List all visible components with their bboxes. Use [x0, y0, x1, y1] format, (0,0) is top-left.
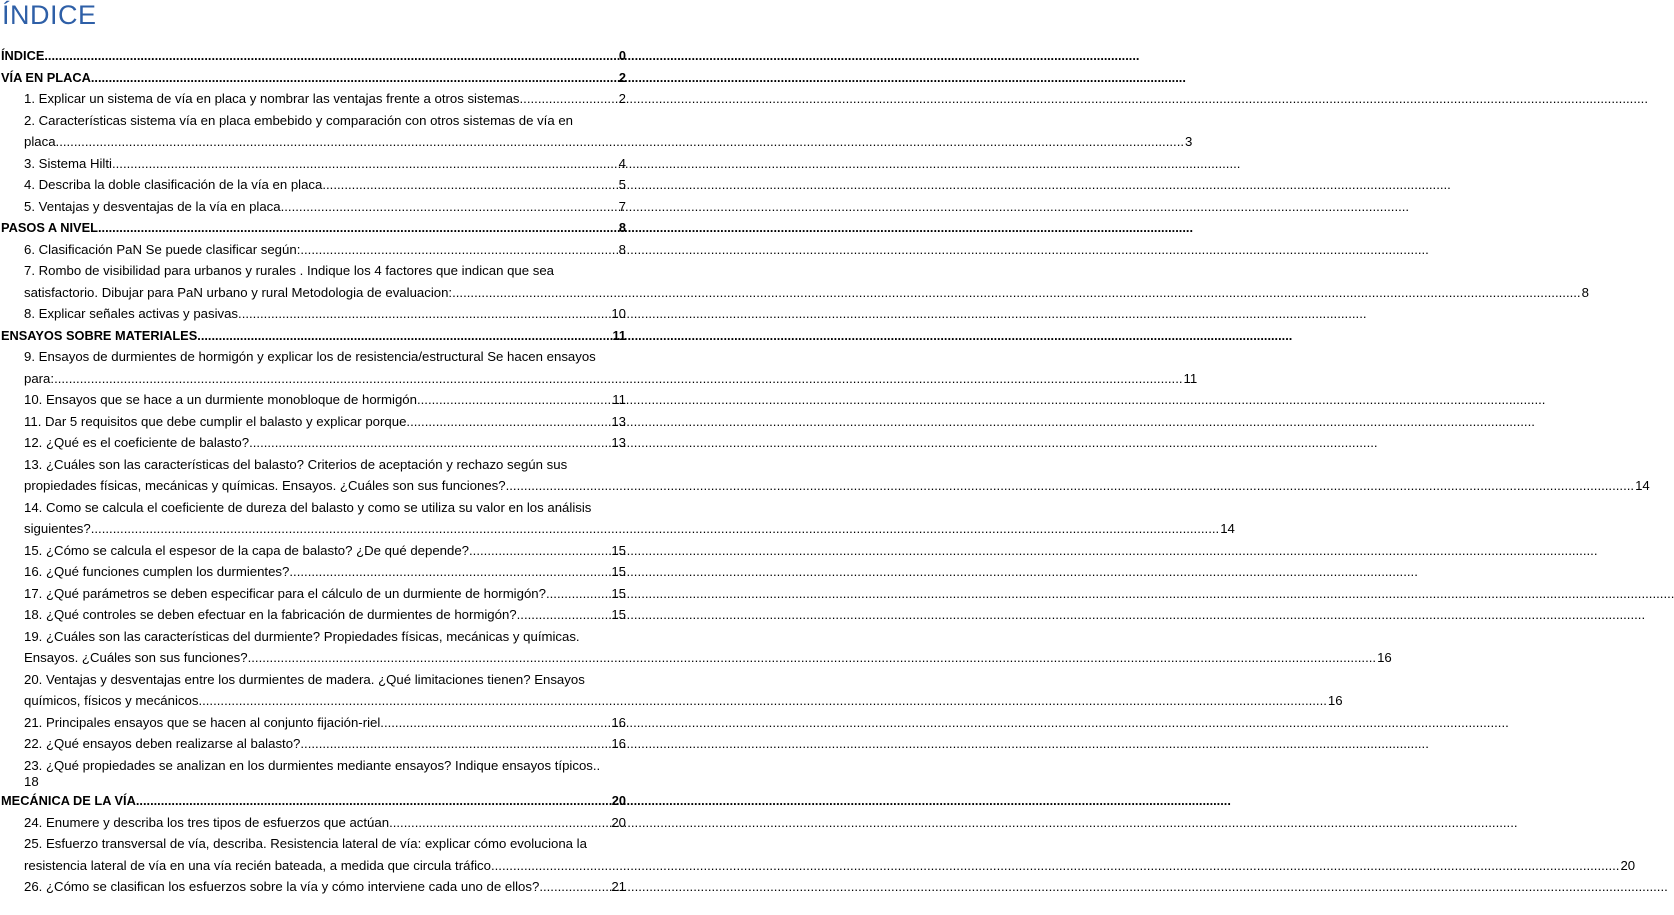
toc-entry-text: 2. Características sistema vía en placa embebido y comparación con otros sistemas de vía en — [24, 112, 574, 128]
toc-entry[interactable] — [0, 733, 626, 755]
toc-dot-leader — [91, 67, 618, 89]
toc-entry[interactable] — [0, 153, 626, 175]
toc-entry-page: 2 — [618, 91, 626, 106]
toc-dot-leader — [380, 712, 610, 734]
toc-dot-leader — [98, 217, 618, 239]
toc-dot-leader — [136, 790, 611, 812]
toc-section-entry[interactable] — [0, 45, 626, 67]
toc-entry-page: 10 — [611, 306, 626, 321]
toc-dot-leader — [281, 196, 618, 218]
toc-entry-line — [24, 454, 626, 476]
toc-entry-text: PASOS A NIVEL — [1, 220, 98, 235]
toc-entry-text: 14. Como se calcula el coeficiente de dureza del balasto y como se utiliza su valor en los análisis — [24, 499, 592, 515]
toc-entry-text: 13. ¿Cuáles son las características del balasto? Criterios de aceptación y rechazo según sus — [24, 456, 568, 472]
toc-entry-text: 24. Enumere y describa los tres tipos de esfuerzos que actúan — [24, 814, 390, 830]
toc-entry-text: 26. ¿Cómo se clasifican los esfuerzos sobre la vía y cómo interviene cada uno de ellos? — [24, 879, 540, 894]
toc-entry[interactable] — [0, 174, 626, 196]
toc-entry-page: 8 — [1581, 284, 1589, 300]
toc-dot-leader — [249, 432, 610, 454]
toc-entry-page: 20 — [611, 793, 626, 808]
toc-entry-text: MECÁNICA DE LA VÍA — [1, 793, 136, 808]
toc-section-entry[interactable] — [0, 790, 626, 812]
toc-entry-text: 7. Rombo de visibilidad para urbanos y rurales . Indique los 4 factores que indican que sea — [24, 263, 555, 278]
toc-entry[interactable] — [0, 833, 1636, 876]
toc-section-entry[interactable] — [0, 325, 626, 347]
toc-entry[interactable] — [0, 604, 626, 626]
toc-entry-line — [24, 497, 626, 519]
toc-entry-line — [1, 217, 626, 239]
toc-entry-line — [24, 174, 626, 196]
toc-entry-text: 21. Principales ensayos que se hacen al conjunto fijación-riel — [24, 714, 381, 730]
toc-entry-text: 23. ¿Qué propiedades se analizan en los durmientes mediante ensayos? Indique ensayos típicos.. — [24, 757, 601, 773]
toc-entry-line — [1, 790, 626, 812]
toc-entry-page: 11 — [612, 327, 626, 343]
toc-entry-page: 18 — [24, 774, 39, 789]
toc-entry-line — [24, 475, 1650, 497]
toc-dot-leader — [198, 693, 1326, 708]
toc-entry-line — [24, 626, 626, 648]
toc-dot-leader — [491, 858, 1619, 873]
toc-entry-page: 13 — [611, 435, 626, 450]
toc-entry-page: 21 — [611, 879, 626, 894]
toc-entry-text: 25. Esfuerzo transversal de vía, describa. Resistencia lateral de vía: explicar cómo evoluciona la — [24, 836, 587, 851]
toc-entry-line — [24, 432, 626, 454]
toc-entry-text: 10. Ensayos que se hace a un durmiente monobloque de hormigón — [24, 392, 417, 407]
toc-entry-line — [24, 368, 1198, 390]
toc-dot-leader — [469, 540, 610, 562]
toc-entry-line — [24, 876, 626, 898]
toc-entry-page: 0 — [618, 48, 626, 63]
toc-entry-line — [24, 411, 626, 433]
toc-entry-page: 16 — [611, 736, 626, 751]
toc-entry-page: 16 — [611, 714, 626, 730]
toc-dot-leader — [546, 583, 610, 605]
toc-entry-line — [24, 561, 626, 583]
toc-entry-text: 22. ¿Qué ensayos deben realizarse al balasto? — [24, 736, 301, 751]
toc-entry-page: 15 — [611, 542, 626, 558]
toc-entry-page: 11 — [612, 392, 626, 407]
toc-entry-line — [24, 303, 626, 325]
toc-dot-leader — [44, 45, 618, 67]
toc-entry-line — [24, 712, 626, 734]
toc-entry-page: 11 — [1183, 370, 1198, 386]
toc-section-entry[interactable] — [0, 217, 626, 239]
page-title: ÍNDICE — [2, 0, 97, 30]
toc-entry-text: 19. ¿Cuáles son las características del durmiente? Propiedades físicas, mecánicas y químicas. — [24, 628, 580, 644]
toc-dot-leader — [322, 174, 617, 196]
table-of-contents — [0, 45, 1650, 898]
toc-entry[interactable] — [0, 669, 1343, 712]
toc-dot-leader — [520, 88, 618, 110]
toc-entry-line — [24, 733, 626, 755]
toc-entry[interactable] — [0, 88, 626, 110]
toc-entry-line — [24, 540, 626, 562]
toc-dot-leader — [539, 876, 610, 898]
toc-entry-line — [24, 583, 626, 605]
toc-dot-leader — [238, 303, 610, 325]
toc-entry[interactable] — [0, 411, 626, 433]
toc-entry-page: 16 — [1377, 650, 1392, 665]
toc-entry-text: 4. Describa la doble clasificación de la vía en placa — [24, 177, 323, 192]
toc-entry[interactable] — [0, 812, 626, 834]
toc-dot-leader — [289, 561, 610, 583]
toc-entry[interactable] — [0, 239, 626, 261]
toc-entry-line — [24, 88, 626, 110]
toc-entry-line — [24, 647, 1392, 669]
toc-entry-line — [24, 239, 626, 261]
toc-entry[interactable] — [0, 260, 1589, 303]
toc-entry-page: 16 — [1327, 693, 1343, 708]
toc-dot-leader — [389, 812, 610, 834]
toc-entry-text: 9. Ensayos de durmientes de hormigón y explicar los de resistencia/estructural Se hacen ensayos — [24, 349, 596, 364]
toc-entry-line — [24, 812, 626, 834]
toc-entry-line — [24, 755, 626, 777]
toc-dot-leader — [517, 604, 611, 626]
toc-entry-line — [24, 833, 626, 855]
toc-entry-line — [1, 325, 626, 347]
toc-entry[interactable] — [0, 626, 1392, 669]
toc-entry-page: 15 — [611, 607, 626, 622]
toc-entry-line — [1, 67, 626, 89]
toc-entry-text: 8. Explicar señales activas y pasivas — [24, 306, 239, 321]
toc-entry-text-continued: para: — [24, 370, 55, 386]
toc-entry-page: 3 — [1185, 134, 1193, 149]
toc-entry[interactable] — [0, 196, 626, 218]
toc-entry-page: 7 — [618, 198, 626, 214]
toc-entry-line — [24, 131, 1193, 153]
toc-entry[interactable] — [0, 712, 626, 734]
toc-entry-text-continued: satisfactorio. Dibujar para PaN urbano y rural Metodologia de evaluacion: — [24, 284, 453, 300]
toc-dot-leader — [506, 478, 1634, 493]
toc-entry-text: 12. ¿Qué es el coeficiente de balasto? — [24, 435, 250, 450]
toc-entry-line — [24, 669, 626, 691]
toc-entry[interactable] — [0, 432, 626, 454]
toc-entry-text: 6. Clasificación PaN Se puede clasificar según: — [24, 241, 301, 257]
toc-dot-leader — [300, 733, 610, 755]
toc-entry-text-continued: Ensayos. ¿Cuáles son sus funciones? — [24, 650, 248, 665]
toc-dot-leader — [452, 285, 1580, 300]
toc-entry-text: 17. ¿Qué parámetros se deben especificar para el cálculo de un durmiente de hormigón? — [24, 585, 546, 601]
toc-dot-leader — [197, 325, 611, 347]
toc-entry-line — [24, 604, 626, 626]
toc-entry-page: 4 — [618, 155, 626, 171]
toc-section-entry[interactable] — [0, 67, 626, 89]
toc-entry-text-continued: siguientes? — [24, 521, 91, 536]
toc-entry-text: 15. ¿Cómo se calcula el espesor de la capa de balasto? ¿De qué depende? — [24, 542, 470, 558]
toc-entry-line — [24, 346, 626, 368]
toc-dot-leader — [54, 371, 1182, 386]
toc-dot-leader — [112, 153, 618, 175]
toc-entry-page: 20 — [1620, 857, 1636, 873]
toc-entry[interactable] — [0, 454, 1650, 497]
toc-entry-text-continued: propiedades físicas, mecánicas y químicas. Ensayos. ¿Cuáles son sus funciones? — [24, 478, 506, 493]
toc-entry[interactable] — [0, 583, 626, 605]
toc-entry-page: 13 — [611, 413, 626, 429]
toc-entry-page: 8 — [618, 220, 626, 235]
toc-entry-line — [24, 389, 626, 411]
toc-entry[interactable] — [0, 346, 1198, 389]
toc-entry[interactable] — [0, 561, 626, 583]
toc-entry-line — [1, 45, 626, 67]
toc-entry-text-continued: resistencia lateral de vía en una vía recién bateada, a medida que circula tráfico — [24, 857, 491, 873]
toc-entry-page: 15 — [611, 585, 626, 601]
toc-entry-text: 11. Dar 5 requisitos que debe cumplir el balasto y explicar porque — [24, 413, 407, 429]
toc-entry-line — [24, 110, 626, 132]
toc-entry-line — [24, 260, 626, 282]
toc-entry-line — [24, 855, 1636, 877]
toc-entry-text: 20. Ventajas y desventajas entre los durmientes de madera. ¿Qué limitaciones tienen? Ensayos — [24, 671, 585, 687]
toc-entry[interactable] — [0, 303, 626, 325]
toc-entry-page: 5 — [618, 177, 626, 192]
toc-entry-line — [24, 153, 626, 175]
toc-dot-leader — [56, 134, 1184, 149]
toc-entry-text: 18. ¿Qué controles se deben efectuar en la fabricación de durmientes de hormigón? — [24, 607, 517, 622]
toc-entry[interactable] — [0, 540, 626, 562]
toc-entry-line — [24, 196, 626, 218]
toc-entry-text-continued: placa — [24, 134, 56, 149]
toc-entry[interactable] — [0, 876, 626, 898]
toc-entry-text: 3. Sistema Hilti — [24, 155, 112, 171]
toc-entry-text: VÍA EN PLACA — [1, 69, 91, 85]
toc-dot-leader — [248, 650, 1376, 665]
toc-entry[interactable] — [0, 110, 1193, 153]
toc-entry-text: ÍNDICE — [1, 48, 45, 63]
toc-entry-text: 1. Explicar un sistema de vía en placa y nombrar las ventajas frente a otros sistemas — [24, 91, 520, 106]
toc-dot-leader — [417, 389, 611, 411]
toc-dot-leader — [406, 411, 610, 433]
toc-entry-page: 8 — [618, 241, 626, 257]
toc-entry-text: 5. Ventajas y desventajas de la vía en placa — [24, 198, 281, 214]
toc-entry-line — [24, 282, 1589, 304]
toc-entry-page: 15 — [611, 564, 626, 579]
toc-entry-text: ENSAYOS SOBRE MATERIALES — [1, 327, 198, 343]
toc-entry[interactable] — [0, 389, 626, 411]
toc-entry-line — [24, 518, 1235, 540]
toc-entry-line — [24, 690, 1343, 712]
toc-entry[interactable] — [0, 497, 1235, 540]
toc-entry[interactable] — [0, 755, 626, 791]
toc-dot-leader — [91, 521, 1219, 536]
toc-entry-page: 20 — [611, 814, 626, 830]
toc-entry-page: 14 — [1220, 521, 1235, 536]
toc-entry-page: 2 — [618, 69, 626, 85]
toc-entry-text-continued: químicos, físicos y mecánicos — [24, 693, 199, 708]
toc-entry-page: 14 — [1635, 478, 1650, 493]
toc-dot-leader — [300, 239, 617, 261]
toc-entry-text: 16. ¿Qué funciones cumplen los durmientes? — [24, 564, 290, 579]
